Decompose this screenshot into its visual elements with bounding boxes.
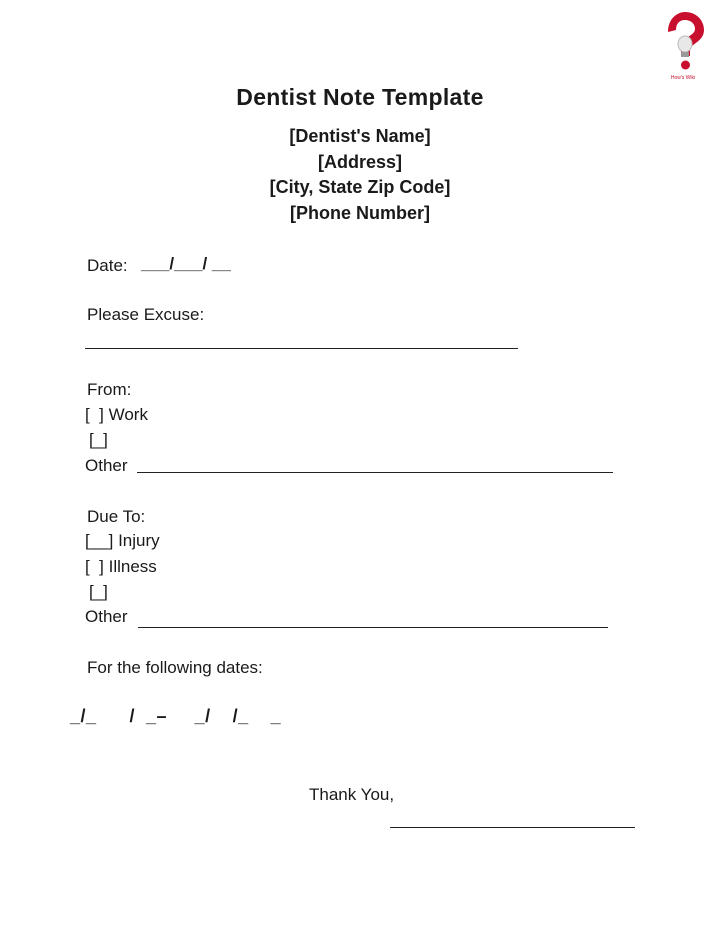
date-blank: ___/___/ __ <box>141 254 231 273</box>
from-label: From: <box>87 380 132 399</box>
phone-number: [Phone Number] <box>289 203 430 223</box>
from-other-label: Other <box>85 456 128 475</box>
thank-you-text: Thank You, <box>309 785 395 804</box>
from-blank-checkbox[interactable]: [_] <box>89 430 108 449</box>
following-dates-label: For the following dates: <box>87 658 263 677</box>
please-excuse-label: Please Excuse: <box>87 305 205 324</box>
following-dates-blanks[interactable]: _/_ / _– _/ /_ _ <box>70 706 282 726</box>
dentist-address: [Address] <box>317 152 402 172</box>
document-title: Dentist Note Template <box>236 84 484 110</box>
injury-checkbox[interactable]: [__] Injury <box>85 531 160 550</box>
dentist-name: [Dentist's Name] <box>289 126 431 146</box>
due-to-label: Due To: <box>87 507 146 526</box>
signature-line[interactable] <box>390 827 635 828</box>
from-work-checkbox[interactable]: [ ] Work <box>85 405 148 424</box>
from-other-line[interactable] <box>137 472 613 473</box>
date-label: Date: <box>87 256 128 275</box>
patient-name-line[interactable] <box>85 348 518 349</box>
due-to-other-label: Other <box>85 607 128 626</box>
question-mark-lightbulb-logo <box>660 10 706 84</box>
city-state-zip: [City, State Zip Code] <box>269 177 451 197</box>
due-to-other-line[interactable] <box>138 627 608 628</box>
illness-checkbox[interactable]: [ ] Illness <box>85 557 157 576</box>
due-to-blank-checkbox[interactable]: [_] <box>89 582 108 601</box>
logo-caption: How's Wiki <box>670 75 696 81</box>
